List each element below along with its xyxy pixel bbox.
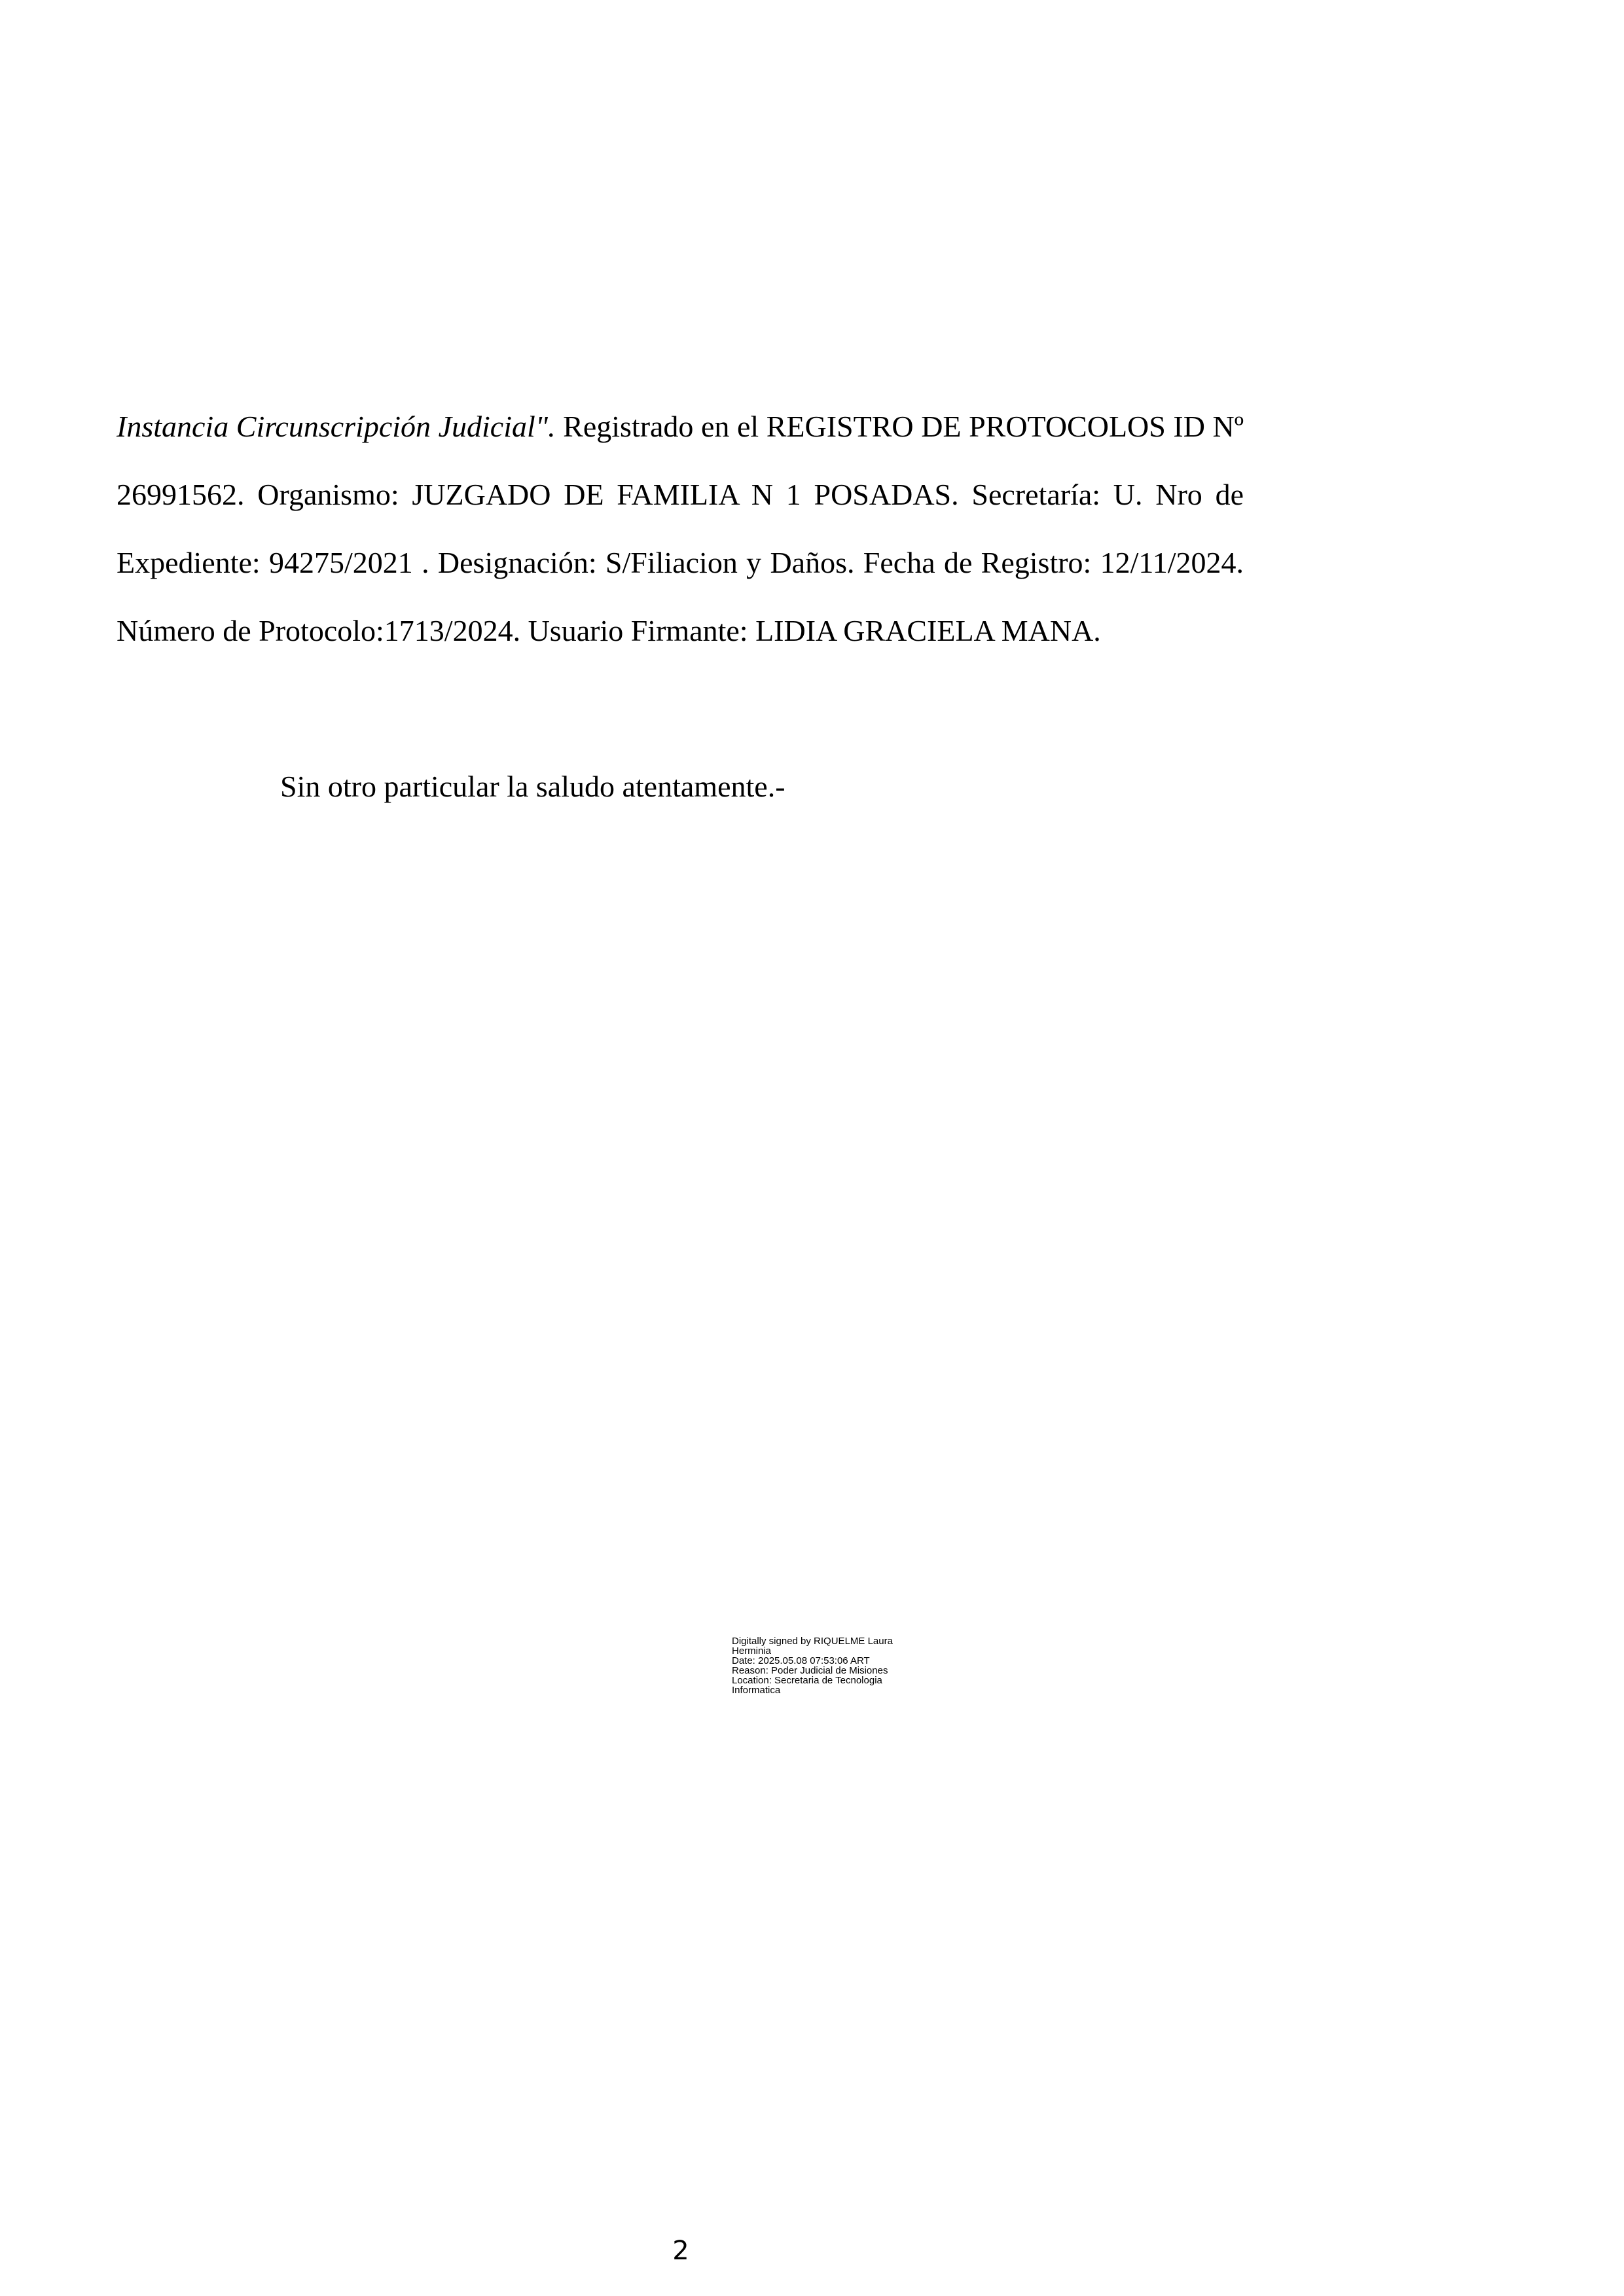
page-number: 2 — [672, 2236, 689, 2266]
signature-line: Location: Secretaria de Tecnologia — [732, 1675, 882, 1686]
signature-line: Herminia — [732, 1645, 772, 1657]
paragraph-text: Registrado en el REGISTRO DE PROTOCOLOS ID Nº 26991562. Organismo: JUZGADO DE FAMILIA N 1 POSADAS. Secretaría: U. Nro de Expediente: 94275/2021 . Designación: S/Filiacion y Daños. Fecha de Registro: 12/11/2024. Número de Protocolo:1713/2024. Usuario Firmante: LIDIA GRACIELA MANA. — [117, 410, 1244, 647]
signature-line: Informatica — [732, 1685, 781, 1696]
signature-line: Date: 2025.05.08 07:53:06 ART — [732, 1655, 870, 1666]
body-paragraph — [117, 393, 1244, 665]
closing-line: Sin otro particular la saludo atentamente.- — [280, 770, 785, 803]
italic-lead-text: Instancia Circunscripción Judicial". — [117, 410, 556, 443]
signature-line: Reason: Poder Judicial de Misiones — [732, 1665, 888, 1676]
digital-signature-block — [732, 1636, 941, 1695]
signature-line: Digitally signed by RIQUELME Laura — [732, 1636, 893, 1647]
